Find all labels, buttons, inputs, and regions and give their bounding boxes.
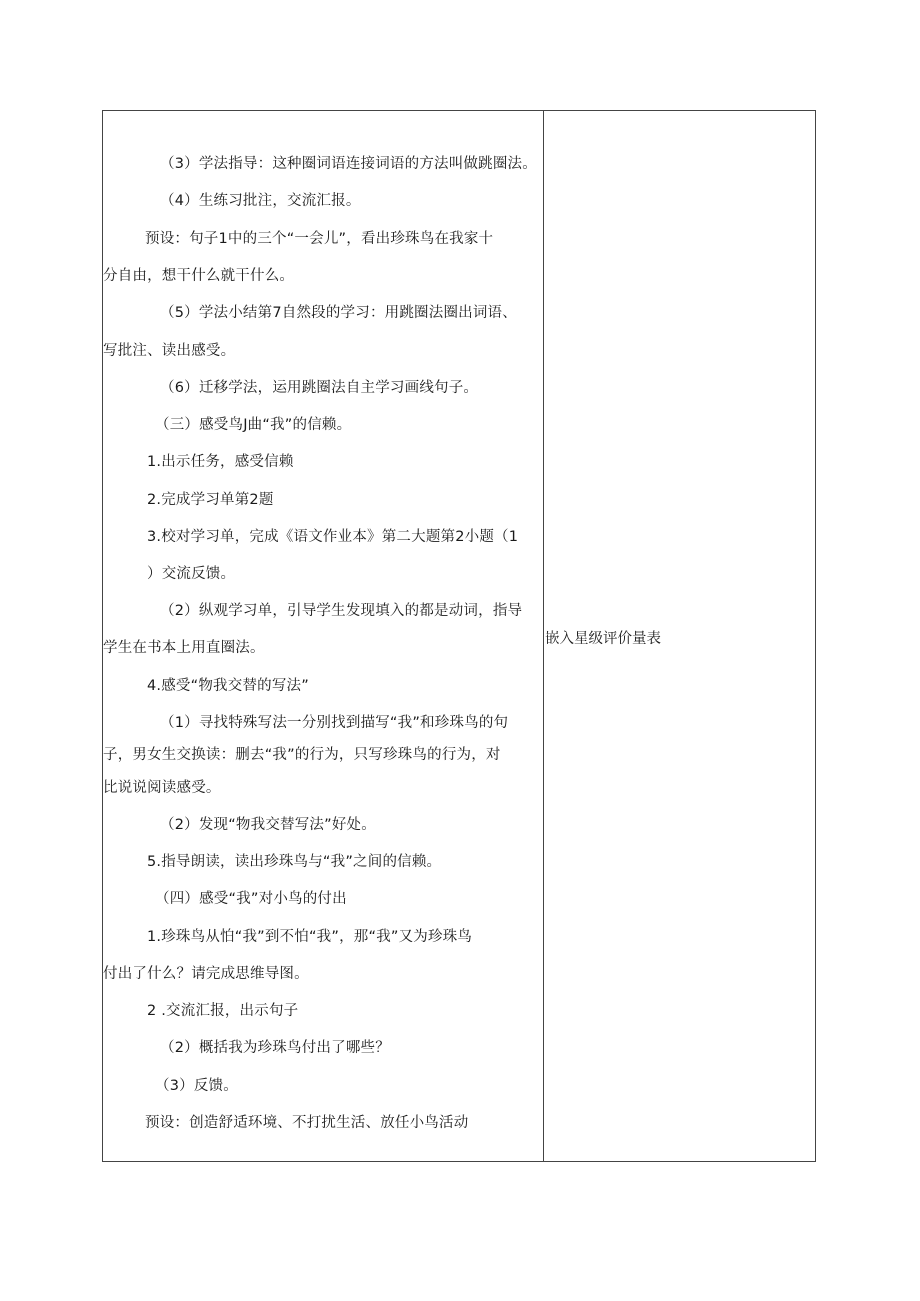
text-line: （1）寻找特殊写法一分别找到描写“我”和珍珠鸟的句 bbox=[160, 715, 509, 731]
text-line: 分自由，想干什么就干什么。 bbox=[103, 268, 295, 284]
text-line: ）交流反馈。 bbox=[147, 566, 236, 582]
lesson-plan-table bbox=[102, 110, 816, 1162]
text-line: 1.出示任务，感受信赖 bbox=[147, 454, 294, 470]
star-rating-note: 嵌入星级评价量表 bbox=[545, 631, 661, 647]
text-line: 5.指导朗读，读出珍珠鸟与“我”之间的信赖。 bbox=[147, 854, 442, 870]
text-line: 写批注、读出感受。 bbox=[103, 343, 236, 359]
text-line: 3.校对学习单，完成《语文作业本》第二大题第2小题（1 bbox=[147, 529, 519, 545]
text-line: （三）感受鸟J曲“我”的信赖。 bbox=[155, 417, 352, 433]
text-line: （6）迁移学法，运用跳圈法自主学习画线句子。 bbox=[160, 380, 479, 396]
text-line: （2）发现“物我交替写法”好处。 bbox=[160, 817, 376, 833]
text-line: （2）纵观学习单，引导学生发现填入的都是动词，指导 bbox=[160, 603, 523, 619]
text-line: 2.完成学习单第2题 bbox=[147, 492, 274, 508]
column-divider bbox=[543, 111, 544, 1161]
text-line: 学生在书本上用直圈法。 bbox=[103, 640, 265, 656]
text-line: （3）学法指导：这种圈词语连接词语的方法叫做跳圈法。 bbox=[160, 156, 537, 172]
text-line: 子，男女生交换读：删去“我”的行为，只写珍珠鸟的行为，对 bbox=[103, 747, 501, 763]
text-line: （2）概括我为珍珠鸟付出了哪些？ bbox=[160, 1040, 390, 1056]
text-line: 比说说阅读感受。 bbox=[103, 780, 221, 796]
text-line: （3）反馈。 bbox=[155, 1078, 238, 1094]
text-line: 预设：句子1中的三个“一会儿”，看出珍珠鸟在我家十 bbox=[145, 231, 494, 247]
text-line: （4）生练习批注，交流汇报。 bbox=[160, 193, 361, 209]
text-line: 预设：创造舒适环境、不打扰生活、放任小鸟活动 bbox=[145, 1115, 469, 1131]
text-line: 4.感受“物我交替的写法” bbox=[147, 678, 309, 694]
text-line: （5）学法小结第7自然段的学习：用跳圈法圈出词语、 bbox=[160, 305, 517, 321]
text-line: （四）感受“我”对小鸟的付出 bbox=[155, 891, 347, 907]
text-line: 2 .交流汇报，出示句子 bbox=[147, 1003, 299, 1019]
text-line: 付出了什么？请完成思维导图。 bbox=[103, 966, 309, 982]
text-line: 1.珍珠鸟从怕“我”到不怕“我”，那“我”又为珍珠鸟 bbox=[147, 929, 473, 945]
